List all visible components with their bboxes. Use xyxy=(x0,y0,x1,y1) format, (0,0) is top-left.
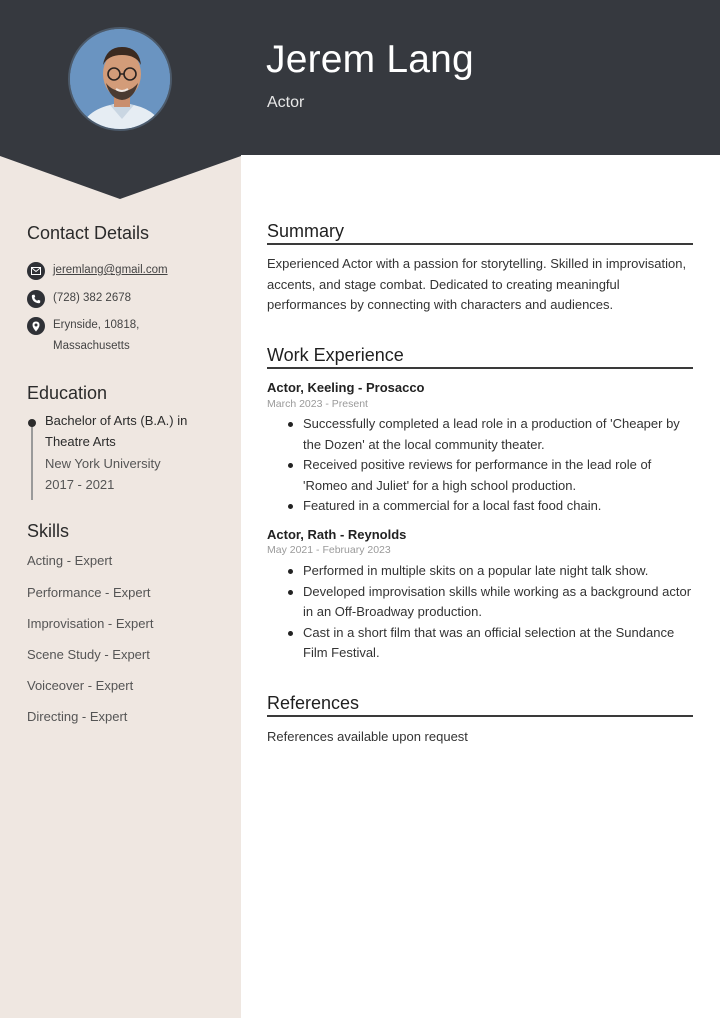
sidebar-chevron xyxy=(0,154,241,199)
skill-item: Scene Study - Expert xyxy=(27,647,150,662)
education-school: New York University xyxy=(45,456,161,471)
address-line-1: Erynside, 10818, xyxy=(53,319,140,331)
skill-item: Directing - Expert xyxy=(27,709,128,724)
work-experience-heading: Work Experience xyxy=(267,345,404,365)
references-heading: References xyxy=(267,693,360,713)
skill-item: Performance - Expert xyxy=(27,585,151,600)
education-years: 2017 - 2021 xyxy=(45,477,115,492)
education-heading: Education xyxy=(27,383,108,403)
education-timeline-dot xyxy=(28,419,36,427)
job-bullet-list xyxy=(303,414,698,517)
education-degree: Bachelor of Arts (B.A.) in Theatre Arts xyxy=(45,413,188,449)
contact-address xyxy=(53,315,139,357)
job-dates: March 2023 - Present xyxy=(267,398,368,410)
job-bullet: Cast in a short film that was an official selection at the Sundance Film Festival. xyxy=(303,623,698,664)
address-line-2: Massachusetts xyxy=(53,340,130,352)
job-bullet: Received positive reviews for performance in the lead role of 'Romeo and Juliet' for a high school production. xyxy=(303,455,698,496)
skill-item: Improvisation - Expert xyxy=(27,616,154,631)
job-bullet: Developed improvisation skills while working as a background actor in an Off-Broadway production. xyxy=(303,582,698,623)
references-divider xyxy=(267,715,693,717)
job-bullet: Performed in multiple skits on a popular late night talk show. xyxy=(303,561,698,582)
work-experience-divider xyxy=(267,367,693,369)
skills-heading: Skills xyxy=(27,521,70,541)
profile-photo xyxy=(68,27,172,131)
summary-text: Experienced Actor with a passion for storytelling. Skilled in improvisation, accents, and stage combat. Dedicated to creating meaningful performances by connecting with characters and audiences. xyxy=(267,256,687,312)
location-pin-icon xyxy=(27,317,45,335)
candidate-title: Actor xyxy=(267,94,305,111)
job-title: Actor, Rath - Reynolds xyxy=(267,527,407,542)
phone-icon xyxy=(27,290,45,308)
skill-item: Acting - Expert xyxy=(27,553,113,568)
education-timeline-line xyxy=(31,422,33,500)
job-bullet: Featured in a commercial for a local fast food chain. xyxy=(303,496,698,517)
candidate-name: Jerem Lang xyxy=(266,38,474,81)
job-bullet: Successfully completed a lead role in a production of 'Cheaper by the Dozen' at the local community theater. xyxy=(303,414,698,455)
contact-heading: Contact Details xyxy=(27,223,150,243)
summary-divider xyxy=(267,243,693,245)
skill-item: Voiceover - Expert xyxy=(27,678,134,693)
job-title: Actor, Keeling - Prosacco xyxy=(267,380,425,395)
references-text: References available upon request xyxy=(267,729,468,744)
contact-email-row[interactable] xyxy=(27,262,168,281)
contact-email[interactable]: jeremlang@gmail.com xyxy=(53,264,168,276)
contact-phone-row xyxy=(27,290,131,309)
envelope-icon xyxy=(27,262,45,280)
summary-heading: Summary xyxy=(267,221,345,241)
contact-address-row xyxy=(27,317,139,357)
job-bullet-list xyxy=(303,561,698,664)
contact-phone: (728) 382 2678 xyxy=(53,292,132,304)
job-dates: May 2021 - February 2023 xyxy=(267,544,391,556)
